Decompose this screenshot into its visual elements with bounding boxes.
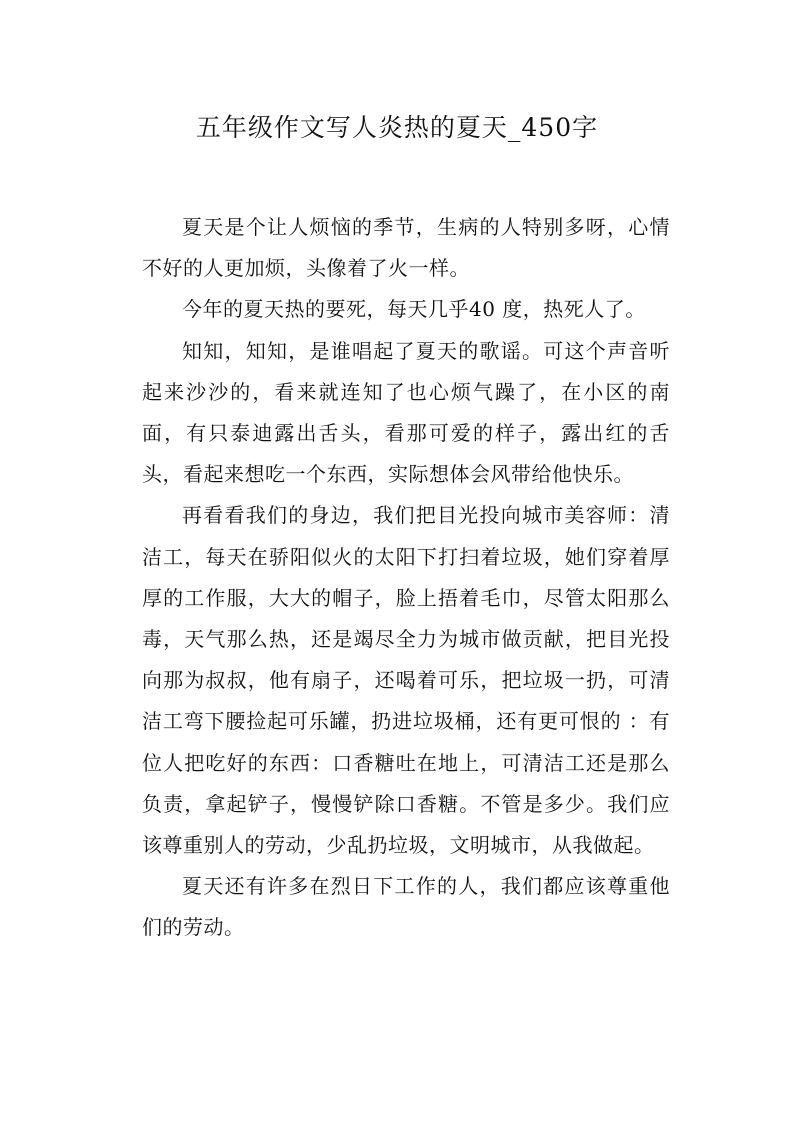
document-body xyxy=(142,207,670,949)
paragraph-4: 再看看我们的身边，我们把目光投向城市美容师：清洁工，每天在骄阳似火的太阳下打扫着垃圾，她们穿着厚厚的工作服，大大的帽子，脸上捂着毛巾，尽管太阳那么毒，天气那么热，还是竭尽全力为城市做贡献，把目光投向那为叔叔，他有扇子，还喝着可乐，把垃圾一扔，可清洁工弯下腰捡起可乐罐，扔进垃圾桶，还有更可恨的 ：有位人把吃好的东西：口香糖吐在地上，可清洁工还是那么负责，拿起铲子，慢慢铲除口香糖。不管是多少。我们应该尊重别人的劳动，少乱扔垃圾，文明城市，从我做起。 xyxy=(142,503,670,858)
paragraph-1: 夏天是个让人烦恼的季节，生病的人特别多呀，心情不好的人更加烦，头像着了火一样。 xyxy=(142,215,670,281)
paragraph-5: 夏天还有许多在烈日下工作的人，我们都应该尊重他们的劳动。 xyxy=(142,874,670,940)
paragraph-2: 今年的夏天热的要死，每天几乎40 度，热死人了。 xyxy=(182,297,646,322)
document-title: 五年级作文写人炎热的夏天_450字 xyxy=(195,113,599,142)
paragraph-3: 知知，知知，是谁唱起了夏天的歌谣。可这个声音听起来沙沙的，看来就连知了也心烦气躁了，在小区的南面，有只泰迪露出舌头，看那可爱的样子，露出红的舌头，看起来想吃一个东西，实际想体会风带给他快乐。 xyxy=(142,338,670,487)
